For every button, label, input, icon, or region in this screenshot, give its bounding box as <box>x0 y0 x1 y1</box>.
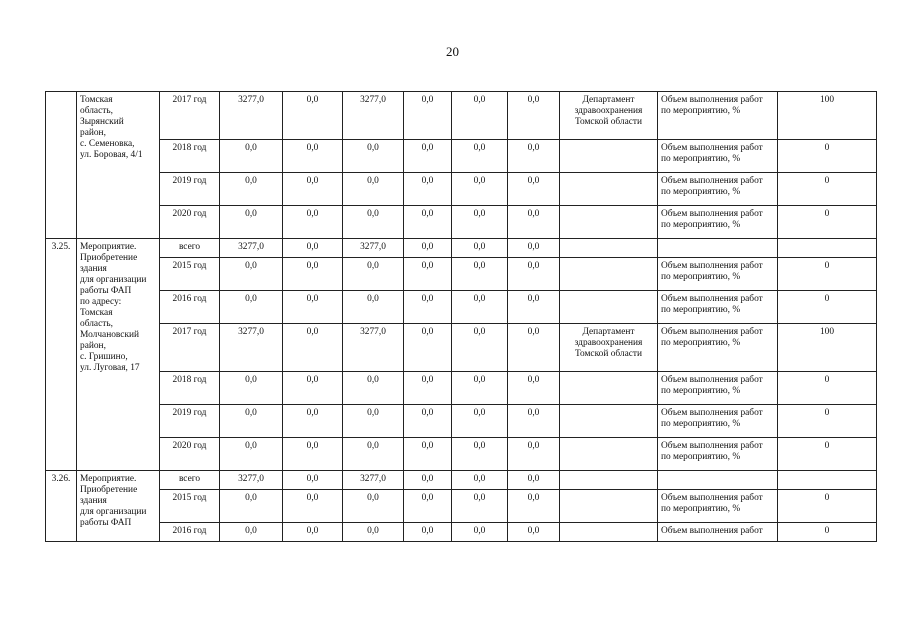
indicator-cell: Объем выполнения работ по мероприятию, % <box>658 490 778 523</box>
value-cell: 0,0 <box>452 523 508 542</box>
value-cell: 3277,0 <box>343 92 404 140</box>
responsible-cell: Департамент здравоохранения Томской области <box>560 92 658 140</box>
value-cell: 0,0 <box>404 140 452 173</box>
value-cell: 0,0 <box>508 206 560 239</box>
table-row <box>46 173 877 206</box>
value-cell: 0,0 <box>220 173 283 206</box>
value-cell: 0,0 <box>508 471 560 490</box>
table-row <box>46 324 877 372</box>
target-cell: 0 <box>778 140 877 173</box>
value-cell: 0,0 <box>220 258 283 291</box>
responsible-cell <box>560 438 658 471</box>
value-cell: 0,0 <box>508 490 560 523</box>
activity-description: Мероприятие. Приобретение здания для организации работы ФАП <box>77 471 160 542</box>
value-cell: 0,0 <box>283 523 343 542</box>
table-row <box>46 92 877 140</box>
table-row <box>46 523 877 542</box>
target-cell: 0 <box>778 490 877 523</box>
item-number <box>46 92 77 239</box>
indicator-cell: Объем выполнения работ по мероприятию, % <box>658 173 778 206</box>
period-cell: 2016 год <box>160 523 220 542</box>
indicator-cell <box>658 239 778 258</box>
value-cell: 0,0 <box>508 140 560 173</box>
table-row <box>46 490 877 523</box>
table-row <box>46 140 877 173</box>
value-cell: 0,0 <box>283 258 343 291</box>
table-row <box>46 372 877 405</box>
indicator-cell: Объем выполнения работ по мероприятию, % <box>658 324 778 372</box>
value-cell: 0,0 <box>343 438 404 471</box>
value-cell: 0,0 <box>452 206 508 239</box>
value-cell: 3277,0 <box>220 471 283 490</box>
value-cell: 0,0 <box>452 92 508 140</box>
value-cell: 0,0 <box>220 490 283 523</box>
value-cell: 3277,0 <box>343 239 404 258</box>
value-cell: 0,0 <box>283 173 343 206</box>
responsible-cell <box>560 490 658 523</box>
table-row <box>46 471 877 490</box>
value-cell: 0,0 <box>283 324 343 372</box>
indicator-cell: Объем выполнения работ по мероприятию, % <box>658 372 778 405</box>
table-row <box>46 239 877 258</box>
value-cell: 0,0 <box>452 239 508 258</box>
value-cell: 0,0 <box>508 291 560 324</box>
value-cell: 0,0 <box>283 405 343 438</box>
value-cell: 0,0 <box>404 490 452 523</box>
responsible-cell <box>560 140 658 173</box>
period-cell: 2015 год <box>160 258 220 291</box>
value-cell: 0,0 <box>343 173 404 206</box>
responsible-cell <box>560 206 658 239</box>
value-cell: 0,0 <box>452 405 508 438</box>
activity-description: Мероприятие. Приобретение здания для организации работы ФАП по адресу: Томская область, Молчановский район, с. Гришино, ул. Луговая, 17 <box>77 239 160 471</box>
value-cell: 0,0 <box>452 140 508 173</box>
target-cell: 0 <box>778 173 877 206</box>
value-cell: 0,0 <box>283 206 343 239</box>
value-cell: 3277,0 <box>220 239 283 258</box>
page-number: 20 <box>446 44 459 59</box>
period-cell: 2020 год <box>160 438 220 471</box>
value-cell: 0,0 <box>283 92 343 140</box>
value-cell: 0,0 <box>508 324 560 372</box>
responsible-cell <box>560 173 658 206</box>
value-cell: 0,0 <box>343 490 404 523</box>
value-cell: 0,0 <box>220 291 283 324</box>
responsible-cell <box>560 405 658 438</box>
value-cell: 0,0 <box>343 405 404 438</box>
period-cell: 2015 год <box>160 490 220 523</box>
value-cell: 0,0 <box>220 206 283 239</box>
target-cell <box>778 471 877 490</box>
responsible-cell <box>560 239 658 258</box>
target-cell: 0 <box>778 405 877 438</box>
responsible-cell <box>560 372 658 405</box>
value-cell: 0,0 <box>404 206 452 239</box>
value-cell: 3277,0 <box>220 324 283 372</box>
value-cell: 0,0 <box>404 438 452 471</box>
period-cell: 2017 год <box>160 92 220 140</box>
value-cell: 0,0 <box>404 239 452 258</box>
value-cell: 0,0 <box>343 291 404 324</box>
value-cell: 0,0 <box>343 206 404 239</box>
value-cell: 0,0 <box>283 239 343 258</box>
period-cell: всего <box>160 239 220 258</box>
indicator-cell: Объем выполнения работ по мероприятию, % <box>658 92 778 140</box>
period-cell: 2018 год <box>160 140 220 173</box>
responsible-cell <box>560 258 658 291</box>
value-cell: 0,0 <box>452 324 508 372</box>
value-cell: 0,0 <box>283 291 343 324</box>
value-cell: 0,0 <box>404 92 452 140</box>
target-cell: 0 <box>778 438 877 471</box>
indicator-cell: Объем выполнения работ по мероприятию, % <box>658 438 778 471</box>
value-cell: 0,0 <box>404 324 452 372</box>
target-cell: 100 <box>778 324 877 372</box>
value-cell: 0,0 <box>283 438 343 471</box>
indicator-cell: Объем выполнения работ <box>658 523 778 542</box>
period-cell: 2018 год <box>160 372 220 405</box>
value-cell: 0,0 <box>508 372 560 405</box>
value-cell: 0,0 <box>343 140 404 173</box>
activity-description: Томская область, Зырянский район, с. Семеновка, ул. Боровая, 4/1 <box>77 92 160 239</box>
table-row <box>46 258 877 291</box>
value-cell: 0,0 <box>508 523 560 542</box>
value-cell: 0,0 <box>404 291 452 324</box>
value-cell: 0,0 <box>404 258 452 291</box>
value-cell: 0,0 <box>283 372 343 405</box>
indicator-cell <box>658 471 778 490</box>
period-cell: 2017 год <box>160 324 220 372</box>
indicator-cell: Объем выполнения работ по мероприятию, % <box>658 405 778 438</box>
program-table <box>45 91 877 542</box>
value-cell: 3277,0 <box>343 324 404 372</box>
value-cell: 0,0 <box>452 438 508 471</box>
value-cell: 0,0 <box>452 291 508 324</box>
value-cell: 3277,0 <box>343 471 404 490</box>
table-row <box>46 206 877 239</box>
target-cell: 0 <box>778 258 877 291</box>
value-cell: 0,0 <box>283 140 343 173</box>
period-cell: всего <box>160 471 220 490</box>
value-cell: 0,0 <box>404 372 452 405</box>
value-cell: 0,0 <box>220 372 283 405</box>
value-cell: 0,0 <box>404 471 452 490</box>
indicator-cell: Объем выполнения работ по мероприятию, % <box>658 258 778 291</box>
value-cell: 0,0 <box>508 258 560 291</box>
table-row <box>46 438 877 471</box>
indicator-cell: Объем выполнения работ по мероприятию, % <box>658 140 778 173</box>
value-cell: 0,0 <box>452 490 508 523</box>
value-cell: 0,0 <box>220 140 283 173</box>
period-cell: 2020 год <box>160 206 220 239</box>
value-cell: 0,0 <box>508 239 560 258</box>
period-cell: 2019 год <box>160 405 220 438</box>
value-cell: 0,0 <box>508 438 560 471</box>
value-cell: 0,0 <box>508 92 560 140</box>
value-cell: 0,0 <box>452 471 508 490</box>
value-cell: 0,0 <box>343 523 404 542</box>
value-cell: 0,0 <box>508 173 560 206</box>
item-number: 3.26. <box>46 471 77 542</box>
value-cell: 0,0 <box>220 438 283 471</box>
responsible-cell <box>560 471 658 490</box>
target-cell: 0 <box>778 372 877 405</box>
value-cell: 0,0 <box>283 490 343 523</box>
target-cell: 100 <box>778 92 877 140</box>
indicator-cell: Объем выполнения работ по мероприятию, % <box>658 291 778 324</box>
value-cell: 0,0 <box>343 372 404 405</box>
value-cell: 0,0 <box>404 523 452 542</box>
value-cell: 0,0 <box>404 173 452 206</box>
value-cell: 0,0 <box>220 523 283 542</box>
target-cell: 0 <box>778 291 877 324</box>
table-row <box>46 291 877 324</box>
target-cell <box>778 239 877 258</box>
value-cell: 0,0 <box>343 258 404 291</box>
value-cell: 0,0 <box>452 258 508 291</box>
responsible-cell <box>560 291 658 324</box>
value-cell: 0,0 <box>452 173 508 206</box>
value-cell: 0,0 <box>404 405 452 438</box>
value-cell: 0,0 <box>283 471 343 490</box>
period-cell: 2016 год <box>160 291 220 324</box>
indicator-cell: Объем выполнения работ по мероприятию, % <box>658 206 778 239</box>
value-cell: 3277,0 <box>220 92 283 140</box>
value-cell: 0,0 <box>508 405 560 438</box>
target-cell: 0 <box>778 523 877 542</box>
item-number: 3.25. <box>46 239 77 471</box>
value-cell: 0,0 <box>452 372 508 405</box>
value-cell: 0,0 <box>220 405 283 438</box>
target-cell: 0 <box>778 206 877 239</box>
table-row <box>46 405 877 438</box>
responsible-cell: Департамент здравоохранения Томской области <box>560 324 658 372</box>
responsible-cell <box>560 523 658 542</box>
period-cell: 2019 год <box>160 173 220 206</box>
